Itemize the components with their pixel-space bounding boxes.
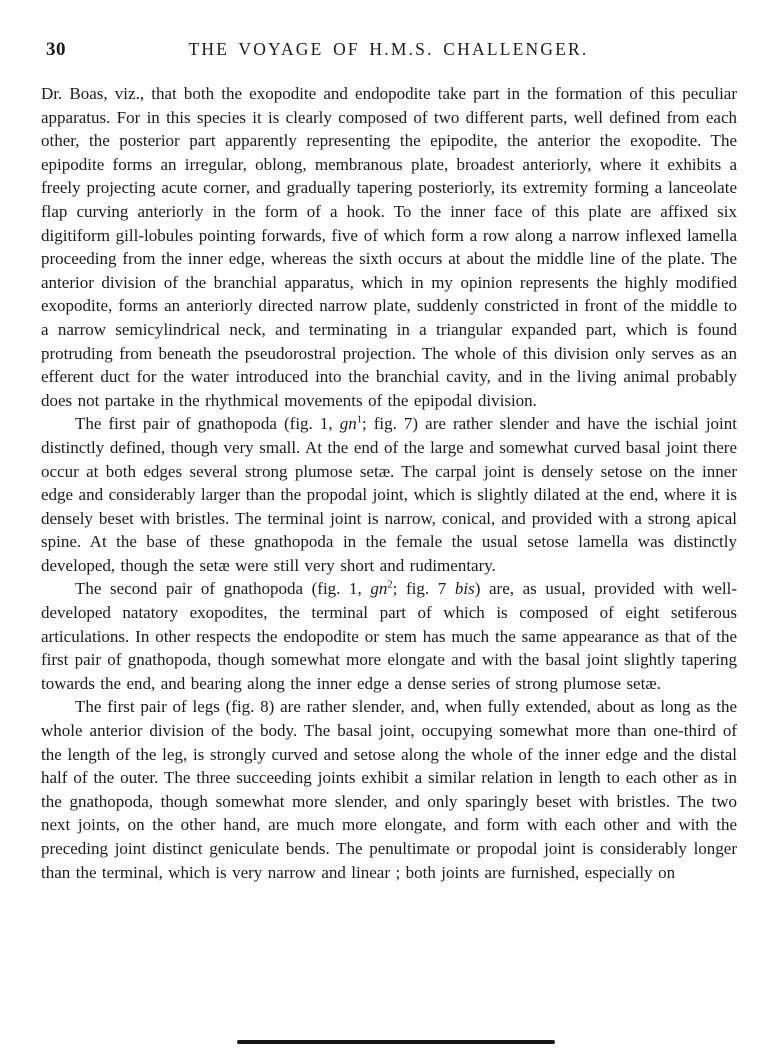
page-body	[41, 82, 737, 884]
text-run: The first pair of legs (fig. 8) are rather slender, and, when fully extended, about as long as the whole anterior division of the body. The basal joint, occupying somewhat more than one-third of the length of the leg, is strongly curved and setose along the whole of the inner edge and the distal half of the outer. The three succeeding joints exhibit a similar relation in length to each other as in the gnathopoda, though somewhat more slender, and only sparingly beset with bristles. The two next joints, on the other hand, are much more elongate, and form with each other and with the preceding joint distinct geniculate bends. The penultimate or propodal joint is considerably longer than the terminal, which is very narrow and linear ; both joints are furnished, especially on	[41, 697, 737, 882]
text-run: The first pair of gnathopoda (fig. 1,	[75, 414, 340, 434]
text-run: 2	[387, 579, 393, 591]
paragraph	[41, 695, 737, 884]
text-run: ; fig. 7	[392, 579, 455, 599]
text-run: gn	[370, 579, 388, 599]
text-run: gn	[339, 414, 357, 434]
paragraph	[41, 82, 737, 412]
text-run: Dr. Boas, viz., that both the exopodite and endopodite take part in the formation of this peculiar apparatus. For in this species it is clearly composed of two different parts, well defined from each other, the posterior part apparently representing the epipodite, the anterior the exopodite. The epipodite forms an irregular, oblong, membranous plate, broadest anteriorly, where it exhibits a freely projecting acute corner, and gradually tapering posteriorly, its extremity forming a lanceolate flap curving anteriorly in the form of a hook. To the inner face of this plate are affixed six digitiform gill-lobules pointing forwards, five of which form a row along a narrow inflexed lamella proceeding from the inner edge, whereas the sixth occurs at about the middle line of the plate. The anterior division of the branchial apparatus, which in my opinion represents the highly modified exopodite, forms an anteriorly directed narrow plate, suddenly constricted in front of the middle to a narrow semicylindrical neck, and terminating in a triangular expanded part, which is found protruding from beneath the pseudorostral projection. The whole of this division only serves as an efferent duct for the water introduced into the branchial cavity, and in the living animal probably does not partake in the rhythmical movements of the epipodal division.	[41, 84, 737, 410]
page-header	[40, 39, 737, 61]
text-run: ; fig. 7) are rather slender and have the ischial joint distinctly defined, though very small. At the end of the large and somewhat curved basal joint there occur at both edges several strong plumose setæ. The carpal joint is densely setose on the inner edge and considerably larger than the propodal joint, which is slightly dilated at the end, where it is densely beset with bristles. The terminal joint is narrow, conical, and provided with a strong apical spine. At the base of these gnathopoda in the female the usual setose lamella was distinctly developed, though the setæ were still very short and rudimentary.	[41, 414, 737, 575]
paragraph	[41, 412, 737, 577]
running-title: THE VOYAGE OF H.M.S. CHALLENGER.	[188, 39, 589, 59]
scan-artifact-line	[237, 1040, 555, 1044]
text-run: 1	[356, 414, 362, 426]
text-run: bis	[454, 579, 475, 599]
text-run: The second pair of gnathopoda (fig. 1,	[75, 579, 371, 599]
page-number: 30	[46, 39, 66, 60]
paragraph	[41, 577, 737, 695]
text-run: ) are, as usual, provided with well-developed natatory exopodites, the terminal part of which is composed of eight setiferous articulations. In other respects the endopodite or stem has much the same appearance as that of the first pair of gnathopoda, though somewhat more elongate and with the basal joint slightly tapering towards the end, and bearing along the inner edge a dense series of strong plumose setæ.	[41, 579, 737, 693]
